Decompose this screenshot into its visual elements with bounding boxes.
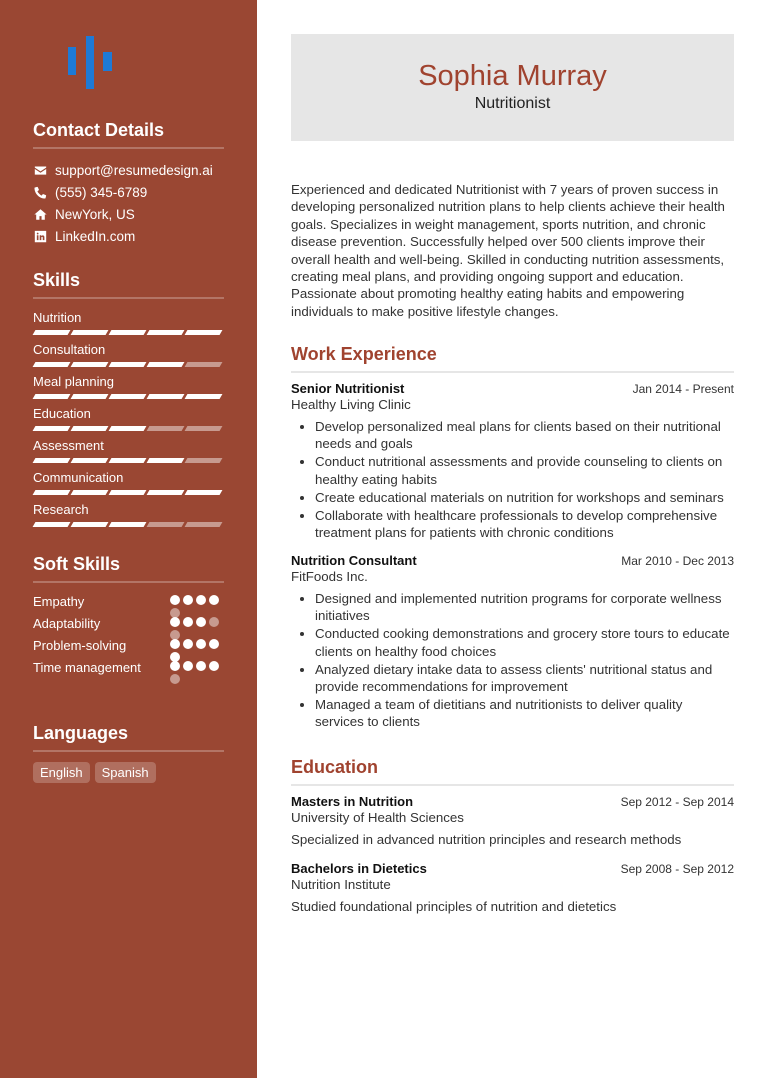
- skill-level-bars: [34, 455, 224, 465]
- job-role: Senior Nutritionist: [291, 381, 405, 396]
- languages-heading: Languages: [33, 723, 224, 752]
- skill-bar: [147, 330, 185, 335]
- skill-bar: [185, 330, 223, 335]
- skill-bar: [33, 330, 71, 335]
- skill-bar: [147, 522, 185, 527]
- skill-level-bars: [34, 423, 224, 433]
- soft-skill-name: Adaptability: [33, 616, 101, 631]
- phone-icon: [33, 185, 47, 199]
- contact-linkedin-text: LinkedIn.com: [55, 228, 136, 244]
- skill-name: Meal planning: [33, 374, 114, 389]
- job-bullet: • Develop personalized meal plans for clients based on their nutritional needs and goals: [315, 418, 734, 453]
- education-entry: [291, 794, 734, 847]
- skill-bar: [71, 362, 109, 367]
- degree: Bachelors in Dietetics: [291, 861, 427, 876]
- education-date: Sep 2012 - Sep 2014: [620, 795, 734, 809]
- languages-section: [33, 723, 224, 783]
- linkedin-icon: [33, 229, 47, 243]
- skill-name: Education: [33, 406, 91, 421]
- soft-skill-dots: [170, 617, 224, 629]
- job-bullet: • Designed and implemented nutrition programs for corporate wellness initiatives: [315, 590, 734, 625]
- skill-item: [33, 309, 224, 337]
- job-bullet: • Create educational materials on nutrition for workshops and seminars: [315, 489, 734, 506]
- skills-section: [33, 270, 224, 533]
- work-entry: [291, 553, 734, 731]
- contact-phone-text: (555) 345-6789: [55, 184, 148, 200]
- skill-name: Communication: [33, 470, 124, 485]
- skill-bar: [147, 490, 185, 495]
- skill-bar: [109, 362, 147, 367]
- skill-bar: [147, 458, 185, 463]
- skill-bar: [147, 362, 185, 367]
- skill-level-bars: [34, 519, 224, 529]
- rating-dot: [196, 661, 206, 671]
- contact-heading: Contact Details: [33, 120, 224, 149]
- soft-skill-item: [33, 659, 224, 676]
- skill-item: [33, 341, 224, 369]
- skill-bar: [33, 362, 71, 367]
- school: University of Health Sciences: [291, 810, 464, 825]
- rating-dot: [209, 595, 219, 605]
- rating-dot: [209, 639, 219, 649]
- rating-dot: [209, 661, 219, 671]
- skill-bar: [147, 394, 185, 399]
- skill-name: Nutrition: [33, 310, 82, 325]
- job-date: Mar 2010 - Dec 2013: [621, 554, 734, 568]
- job-bullet: • Conduct nutritional assessments and provide counseling to clients on healthy eating habits: [315, 453, 734, 488]
- job-bullet: • Collaborate with healthcare professionals to develop comprehensive treatment plans for patients with chronic conditions: [315, 507, 734, 542]
- contact-email[interactable]: [33, 159, 224, 181]
- skill-bar: [109, 330, 147, 335]
- skill-bar: [33, 426, 71, 431]
- skill-bar: [185, 490, 223, 495]
- skill-bar: [71, 490, 109, 495]
- soft-skill-dots: [170, 595, 224, 607]
- envelope-icon: [33, 163, 47, 177]
- candidate-name: Sophia Murray: [418, 60, 607, 92]
- skill-bar: [185, 394, 223, 399]
- skill-name: Research: [33, 502, 89, 517]
- rating-dot: [170, 661, 180, 671]
- contact-section: [33, 120, 224, 247]
- header-box: [291, 34, 734, 141]
- job-role: Nutrition Consultant: [291, 553, 417, 568]
- job-bullet: • Analyzed dietary intake data to assess clients' nutritional status and provide recommendations for improvement: [315, 661, 734, 696]
- education-heading: Education: [291, 757, 734, 786]
- degree: Masters in Nutrition: [291, 794, 414, 809]
- soft-skill-item: [33, 615, 224, 632]
- contact-phone[interactable]: [33, 181, 224, 203]
- skill-bar: [109, 426, 147, 431]
- skill-bar: [109, 458, 147, 463]
- skill-bar: [109, 522, 147, 527]
- rating-dot: [170, 595, 180, 605]
- skill-level-bars: [34, 327, 224, 337]
- languages-list: [33, 762, 224, 783]
- skills-heading: Skills: [33, 270, 224, 299]
- skill-item: [33, 501, 224, 529]
- skill-item: [33, 437, 224, 465]
- skill-name: Consultation: [33, 342, 106, 357]
- education-entry: [291, 861, 734, 914]
- education-desc: Specialized in advanced nutrition principles and research methods: [291, 832, 682, 847]
- rating-dot: [209, 617, 219, 627]
- contact-email-text: support@resumedesign.ai: [55, 162, 213, 178]
- job-date: Jan 2014 - Present: [632, 382, 734, 396]
- contact-location-text: NewYork, US: [55, 206, 135, 222]
- skill-bar: [109, 394, 147, 399]
- rating-dot: [196, 639, 206, 649]
- skill-bar: [109, 490, 147, 495]
- skill-bar: [185, 522, 223, 527]
- soft-skill-item: [33, 637, 224, 654]
- soft-skill-item: [33, 593, 224, 610]
- education-date: Sep 2008 - Sep 2012: [620, 862, 734, 876]
- work-entry: [291, 381, 734, 542]
- skill-level-bars: [34, 487, 224, 497]
- skill-bar: [33, 394, 71, 399]
- home-icon: [33, 207, 47, 221]
- skill-bar: [71, 426, 109, 431]
- skill-name: Assessment: [33, 438, 104, 453]
- skill-bar: [147, 426, 185, 431]
- rating-dot: [183, 639, 193, 649]
- contact-location: [33, 203, 224, 225]
- rating-dot: [170, 617, 180, 627]
- skill-bar: [185, 362, 223, 367]
- skill-item: [33, 405, 224, 433]
- skill-bar: [71, 330, 109, 335]
- contact-linkedin[interactable]: [33, 225, 224, 247]
- soft-skill-dots: [170, 639, 224, 651]
- skill-bar: [71, 394, 109, 399]
- skill-bar: [185, 426, 223, 431]
- soft-skills-heading: Soft Skills: [33, 554, 224, 583]
- soft-skill-dots: [170, 661, 224, 673]
- skill-item: [33, 469, 224, 497]
- job-bullets: [291, 590, 734, 731]
- skill-item: [33, 373, 224, 401]
- job-bullets: [291, 418, 734, 541]
- school: Nutrition Institute: [291, 877, 391, 892]
- soft-skill-name: Empathy: [33, 594, 85, 609]
- rating-dot: [170, 674, 180, 684]
- rating-dot: [183, 661, 193, 671]
- soft-skill-name: Problem-solving: [33, 638, 127, 653]
- skill-bar: [33, 490, 71, 495]
- skill-level-bars: [34, 391, 224, 401]
- logo-icon: [68, 36, 114, 90]
- soft-skills-section: [33, 554, 224, 681]
- candidate-title: Nutritionist: [474, 95, 551, 112]
- skill-bar: [33, 458, 71, 463]
- skill-level-bars: [34, 359, 224, 369]
- skill-bar: [33, 522, 71, 527]
- work-heading: Work Experience: [291, 344, 734, 373]
- sidebar: [0, 0, 257, 1078]
- job-org: Healthy Living Clinic: [291, 397, 411, 412]
- rating-dot: [183, 595, 193, 605]
- education-desc: Studied foundational principles of nutrition and dietetics: [291, 899, 617, 914]
- rating-dot: [170, 639, 180, 649]
- skill-bar: [71, 458, 109, 463]
- summary: Experienced and dedicated Nutritionist with 7 years of proven success in developing personalized nutrition plans to help clients achieve their health goals. Specializes in weight management, sports nutrition, and chronic disease prevention. Successfully helped over 500 clients improve their overall health and well-being. Skilled in conducting nutrition assessments, creating meal plans, and providing ongoing support and education. Passionate about promoting healthy eating habits and empowering individuals to make positive lifestyle changes.: [291, 182, 725, 319]
- rating-dot: [183, 617, 193, 627]
- skill-bar: [71, 522, 109, 527]
- job-bullet: • Managed a team of dietitians and nutritionists to deliver quality services to clients: [315, 696, 734, 731]
- skills-list: [33, 309, 224, 529]
- language-tag: Spanish: [95, 762, 156, 783]
- language-tag: English: [33, 762, 90, 783]
- rating-dot: [196, 595, 206, 605]
- soft-skills-list: [33, 593, 224, 676]
- skill-bar: [185, 458, 223, 463]
- soft-skill-name: Time management: [33, 660, 141, 675]
- rating-dot: [196, 617, 206, 627]
- job-bullet: • Conducted cooking demonstrations and grocery store tours to educate clients on healthy food choices: [315, 625, 734, 660]
- job-org: FitFoods Inc.: [291, 569, 368, 584]
